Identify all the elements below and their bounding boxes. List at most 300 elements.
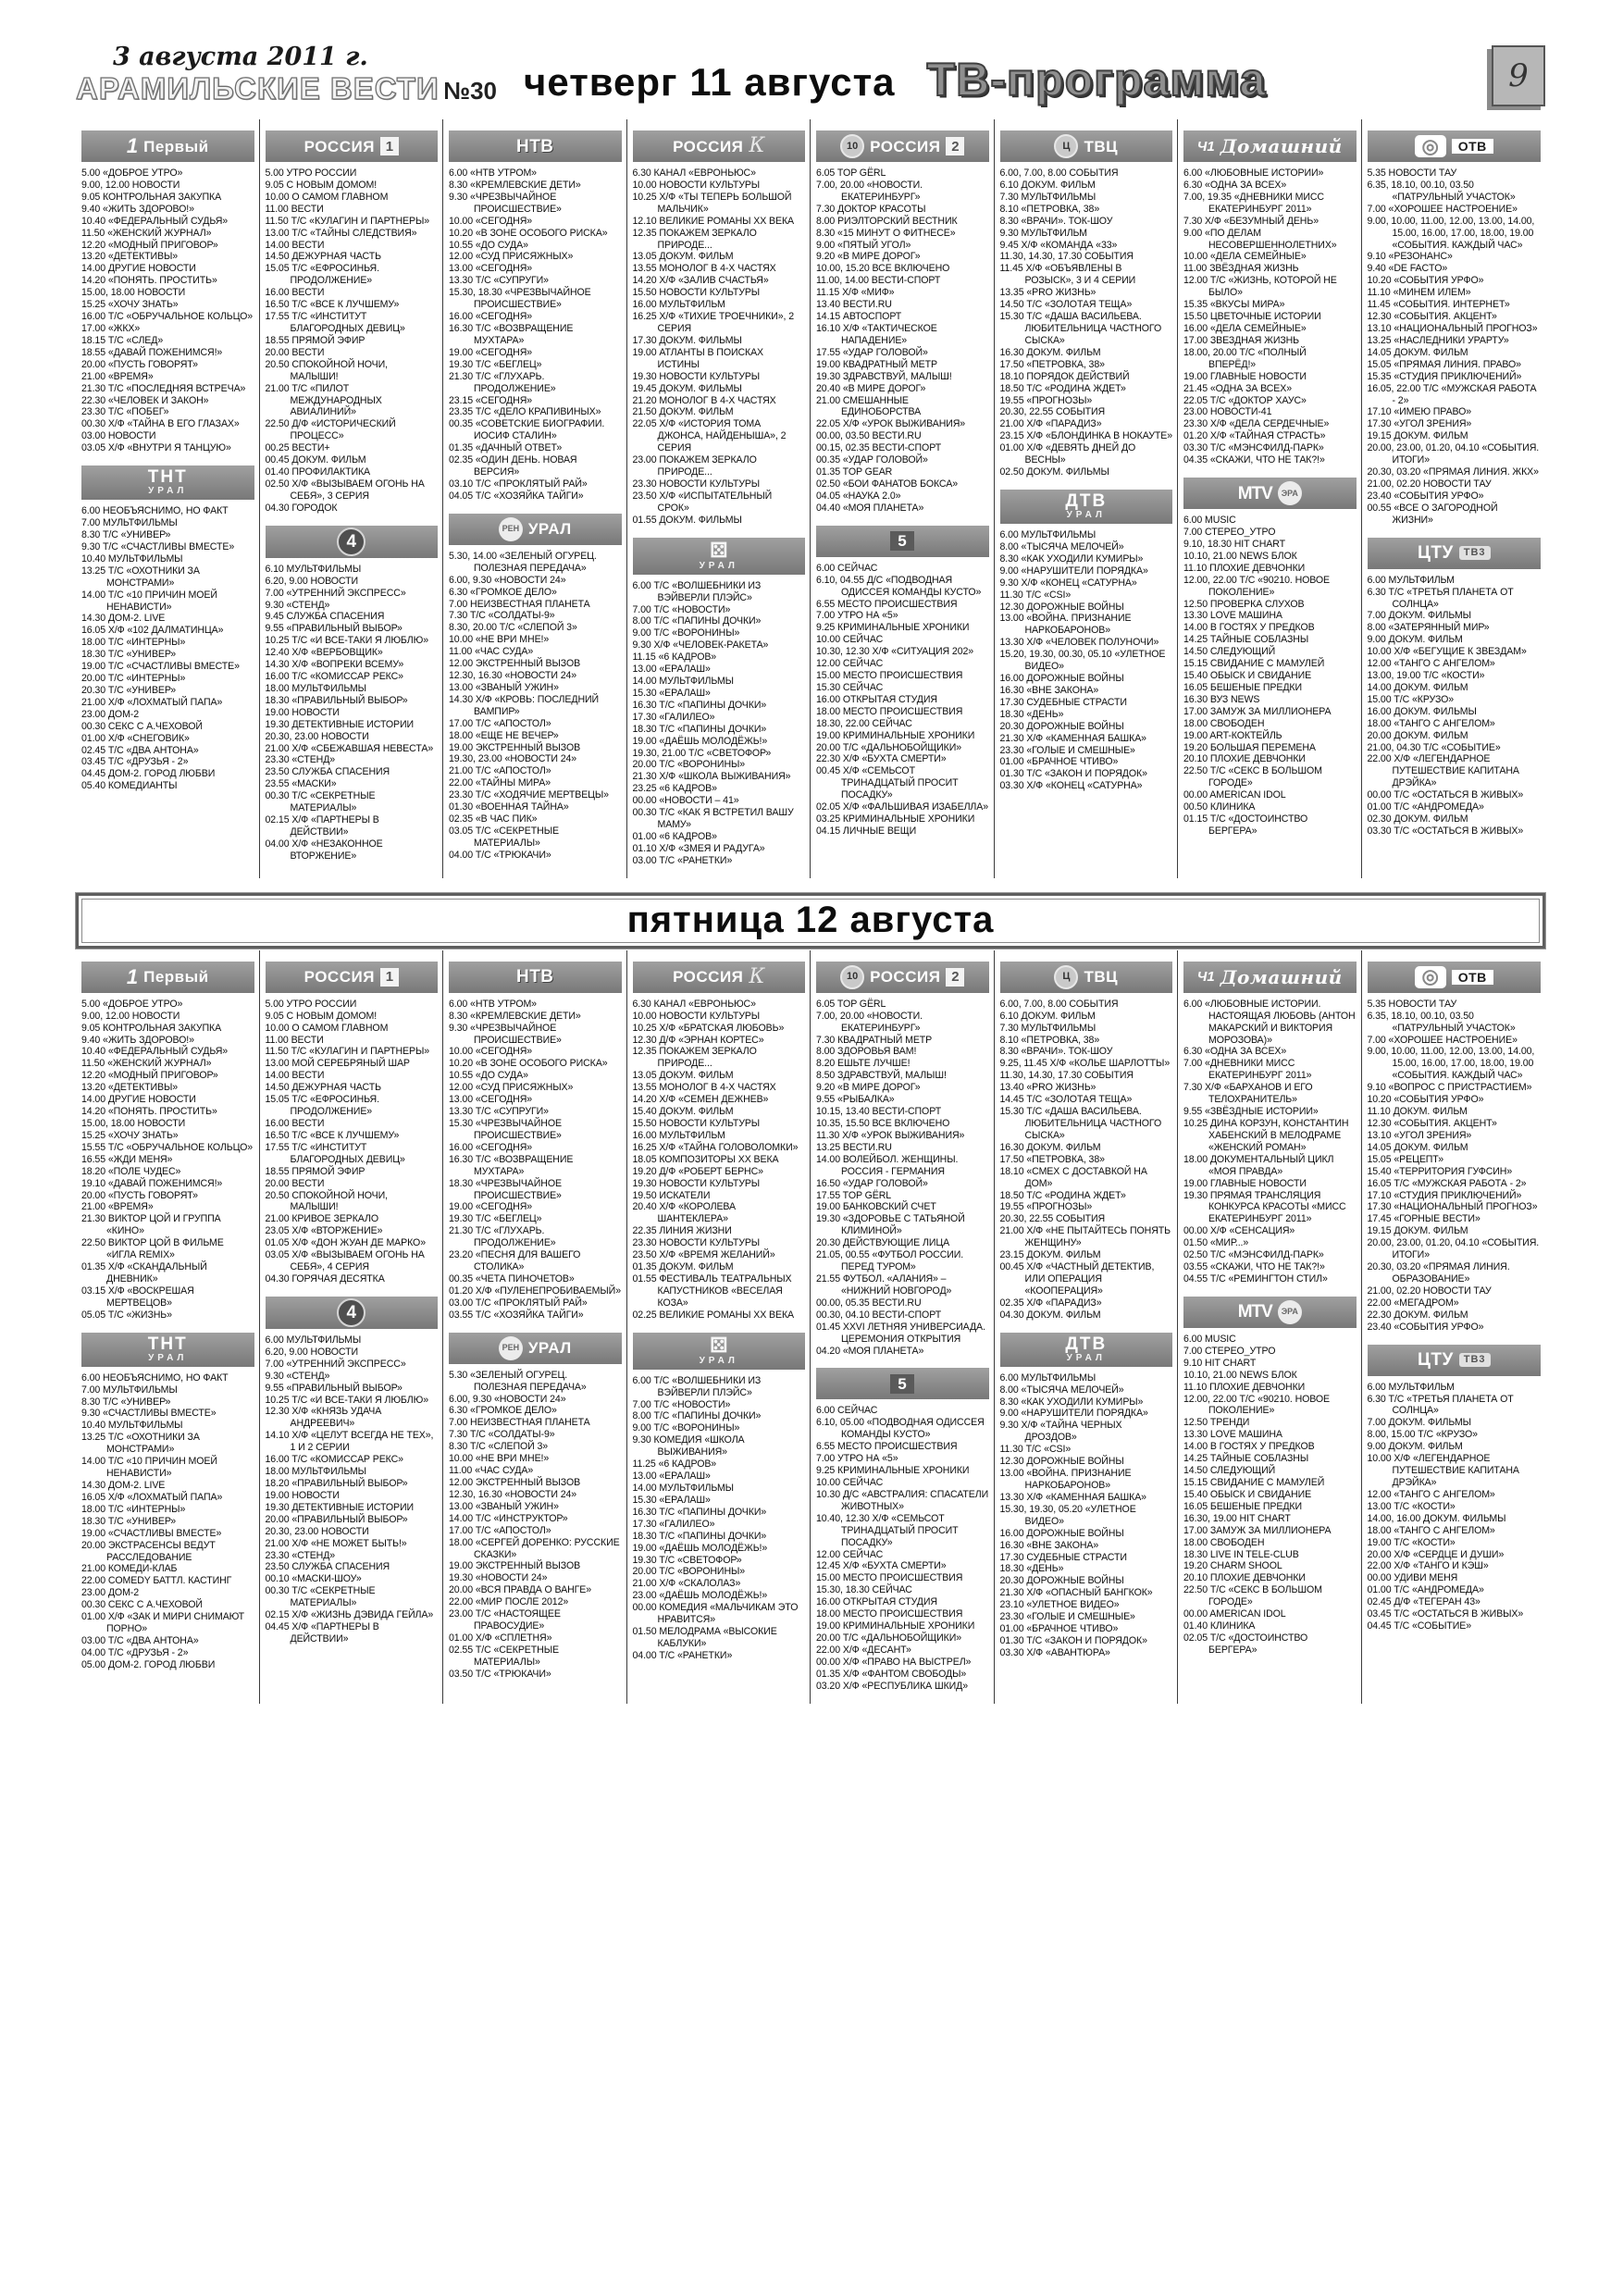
otv-logo-icon: ◎ xyxy=(1415,135,1446,157)
channel-header-sts-ural xyxy=(633,538,806,575)
rossiya-1-logo-icon: 1 xyxy=(380,968,399,987)
channel-name-label: ДТВ xyxy=(1065,1334,1108,1354)
program-line: 14.50 СЛЕДУЮЩИЙ xyxy=(1183,1465,1276,1477)
program-line: 21.30 Т/С «ГЛУХАРЬ. ПРОДОЛЖЕНИЕ» xyxy=(449,1225,556,1249)
program-line: 21.00 Т/С «ПИЛОТ МЕЖДУНАРОДНЫХ АВИАЛИНИЙ» xyxy=(265,382,382,418)
program-line: 16.00 «СЕГОДНЯ» xyxy=(449,1141,533,1153)
program-line: 11.30 Х/Ф «УРОК ВЫЖИВАНИЯ» xyxy=(816,1129,965,1141)
program-line: 14.30 Х/Ф «ВОПРЕКИ ВСЕМУ» xyxy=(265,659,404,671)
channel-header-row xyxy=(1054,134,1118,158)
program-line: 19.00 АТЛАНТЫ В ПОИСКАХ ИСТИНЫ xyxy=(632,346,764,370)
program-line: 20.30, 03.20 «ПРЯМАЯ ЛИНИЯ. ЖКХ» xyxy=(1367,466,1539,478)
channel-header-row xyxy=(148,1335,188,1353)
program-line: 16.10 Х/Ф «ТАКТИЧЕСКОЕ НАПАДЕНИЕ» xyxy=(816,322,937,346)
program-line: 20.10 ПЛОХИЕ ДЕВЧОНКИ xyxy=(1183,1572,1306,1584)
program-line: 13.20 «ДЕТЕКТИВЫ» xyxy=(81,1082,179,1094)
program-line: 15.30 «ЕРАЛАШ» xyxy=(632,1494,711,1506)
program-line: 00.30 Т/С «СЕКРЕТНЫЕ МАТЕРИАЛЫ» xyxy=(265,1585,376,1609)
program-line: 11.00, 14.00 ВЕСТИ-СПОРТ xyxy=(816,275,941,287)
program-line: 9.20 «В МИРЕ ДОРОГ» xyxy=(816,251,921,263)
program-line: 23.10 «УЛЕТНОЕ ВИДЕО» xyxy=(999,1599,1120,1611)
program-line: 23.30 Х/Ф «ДЕЛА СЕРДЕЧНЫЕ» xyxy=(1183,418,1330,430)
program-line: 8.00, 15.00 Т/С «КРУЗО» xyxy=(1367,1429,1478,1441)
program-line: 15.30 Т/С «ДАША ВАСИЛЬЕВА. ЛЮБИТЕЛЬНИЦА ЧАСТНОГО СЫСКА» xyxy=(999,311,1162,346)
program-line: 6.00 «НТВ УТРОМ» xyxy=(449,998,537,1010)
program-line: 02.50 ДОКУМ. ФИЛЬМЫ xyxy=(999,466,1109,478)
program-line: 11.50 «ЖЕНСКИЙ ЖУРНАЛ» xyxy=(81,227,212,239)
program-line: 9.30 «ЧРЕЗВЫЧАЙНОЕ ПРОИСШЕСТВИЕ» xyxy=(449,191,562,215)
program-line: 00.35 «СОВЕТСКИЕ БИОГРАФИИ. ИОСИФ СТАЛИН» xyxy=(449,418,605,442)
program-line: 04.00 Т/С «ДРУЗЬЯ - 2» xyxy=(81,1646,189,1658)
program-line: 21.20 МОНОЛОГ В 4-Х ЧАСТЯХ xyxy=(632,394,776,406)
program-line: 16.00 ОТКРЫТАЯ СТУДИЯ xyxy=(816,693,937,705)
program-line: 10.40 МУЛЬТФИЛЬМЫ xyxy=(81,552,183,565)
program-line: 11.30, 14.30, 17.30 СОБЫТИЯ xyxy=(999,1070,1134,1082)
program-line: 16.30 «ВНЕ ЗАКОНА» xyxy=(999,684,1099,696)
program-line: 7.00 «УТРЕННИЙ ЭКСПРЕСС» xyxy=(265,1358,406,1370)
program-line: 19.00 КВАДРАТНЫЙ МЕТР xyxy=(816,358,937,370)
channel-name-label: Домашний xyxy=(1220,135,1343,157)
program-line: 11.45 Х/Ф «ОБЪЯВЛЕНЫ В РОЗЫСК», 3 И 4 СЕРИИ xyxy=(999,263,1136,287)
program-line: 16.50 Т/С «ВСЕ К ЛУЧШЕМУ» xyxy=(265,299,400,311)
program-line: 9.10, 18.30 HIT CHART xyxy=(1183,538,1285,550)
otv-logo-icon: ◎ xyxy=(1415,966,1446,988)
program-line: 23.15 Х/Ф «БЛОНДИНКА В НОКАУТЕ» xyxy=(999,430,1172,442)
program-line: 10.20 «В ЗОНЕ ОСОБОГО РИСКА» xyxy=(449,1058,608,1070)
program-line: 20.00 Т/С «ИНТЕРНЫ» xyxy=(81,673,186,685)
pervyi-logo-icon: 1 xyxy=(126,134,139,157)
program-line: 16.00 ОТКРЫТАЯ СТУДИЯ xyxy=(816,1596,937,1608)
program-list-tv3 xyxy=(1368,574,1542,838)
program-line: 7.00 МУЛЬТФИЛЬМЫ xyxy=(81,1384,178,1396)
program-line: 13.40 «PRO ЖИЗНЬ» xyxy=(999,1082,1096,1094)
channel-name-label: ОТВ xyxy=(1452,139,1493,154)
program-line: 13.00, 19.00 Т/С «КОСТИ» xyxy=(1367,670,1485,682)
ren-ural-logo-icon: РЕН xyxy=(499,1336,523,1360)
program-line: 15.00 Т/С «КРУЗО» xyxy=(1367,693,1455,705)
program-line: 01.50 МЕЛОДРАМА «ВЫСОКИЕ КАБЛУКИ» xyxy=(632,1626,777,1649)
program-line: 5.00 «ДОБРОЕ УТРО» xyxy=(81,168,183,179)
program-line: 8.00 РИЭЛТОРСКИЙ ВЕСТНИК xyxy=(816,215,958,227)
program-line: 15.05 «ПРЯМАЯ ЛИНИЯ. ПРАВО» xyxy=(1367,358,1521,370)
program-line: 23.30 «ГОЛЫЕ И СМЕШНЫЕ» xyxy=(999,1611,1135,1623)
rossiya-k-logo-icon: К xyxy=(749,964,765,988)
program-line: 9.00 ДОКУМ. ФИЛЬМ xyxy=(1367,1441,1463,1453)
channel-header-row xyxy=(1418,544,1491,562)
program-line: 6.00 МУЛЬТФИЛЬМ xyxy=(1367,1381,1455,1393)
program-line: 13.25 ВЕСТИ.RU xyxy=(816,1141,892,1153)
program-line: 19.00 КРИМИНАЛЬНЫЕ ХРОНИКИ xyxy=(816,729,975,741)
program-list-4-kanal xyxy=(266,563,439,863)
program-line: 21.05, 00.55 «ФУТБОЛ РОССИИ. ПЕРЕД ТУРОМ» xyxy=(816,1249,964,1273)
program-line: 6.30 Т/С «ТРЕТЬЯ ПЛАНЕТА ОТ СОЛНЦА» xyxy=(1367,586,1514,610)
program-line: 20.00 «ПУСТЬ ГОВОРЯТ» xyxy=(81,1189,198,1201)
program-line: 23.50 Х/Ф «ИСПЫТАТЕЛЬНЫЙ СРОК» xyxy=(632,490,773,514)
program-line: 04.40 «МОЯ ПЛАНЕТА» xyxy=(816,502,924,514)
program-line: 12.00 ЭКСТРЕННЫЙ ВЫЗОВ xyxy=(449,658,581,670)
program-line: 00.55 «ВСЕ О ЗАГОРОДНОЙ ЖИЗНИ» xyxy=(1367,502,1498,526)
channel-header-row xyxy=(304,137,399,155)
program-line: 19.00 БАНКОВСКИЙ СЧЕТ xyxy=(816,1201,936,1213)
channel-header-tvc xyxy=(1000,130,1173,162)
program-line: 8.00 «ТЫСЯЧА МЕЛОЧЕЙ» xyxy=(999,540,1124,552)
program-line: 14.00 ВЕСТИ xyxy=(265,1070,325,1082)
program-line: 12.00 «СУД ПРИСЯЖНЫХ» xyxy=(449,1082,574,1094)
program-line: 16.05 Х/Ф «102 ДАЛМАТИНЦА» xyxy=(81,625,224,637)
channel-header-pervyi xyxy=(81,962,254,993)
program-line: 04.20 «МОЯ ПЛАНЕТА» xyxy=(816,1345,924,1357)
channel-header-dtv-ural xyxy=(1000,490,1173,524)
program-line: 6.30 КАНАЛ «ЕВРОНЬЮС» xyxy=(632,998,756,1010)
program-line: 12.10 ВЕЛИКИЕ РОМАНЫ ХХ ВЕКА xyxy=(632,215,795,227)
program-line: 9.00, 12.00 НОВОСТИ xyxy=(81,1010,180,1022)
program-line: 14.00 МУЛЬТФИЛЬМЫ xyxy=(632,1482,734,1494)
program-line: 15.35 «ВКУСЫ МИРА» xyxy=(1183,299,1285,311)
program-line: 16.30 ВУЗ NEWS xyxy=(1183,693,1260,705)
program-line: 17.55 Т/С «ИНСТИТУТ БЛАГОРОДНЫХ ДЕВИЦ» xyxy=(265,1141,405,1165)
program-line: 9.05 С НОВЫМ ДОМОМ! xyxy=(265,179,378,191)
program-line: 16.30 Т/С «ВОЗВРАЩЕНИЕ МУХТАРА» xyxy=(449,1153,574,1177)
program-line: 18.00 МЕСТО ПРОИСШЕСТВИЯ xyxy=(816,1608,963,1620)
program-line: 18.00 СВОБОДЕН xyxy=(1183,717,1265,729)
program-line: 23.30 НОВОСТИ КУЛЬТУРЫ xyxy=(632,1237,761,1249)
program-line: 13.00 «СЕГОДНЯ» xyxy=(449,263,533,275)
program-line: 20.30 ДОРОЖНЫЕ ВОЙНЫ xyxy=(999,720,1124,732)
program-line: 10.20 «В ЗОНЕ ОСОБОГО РИСКА» xyxy=(449,227,608,239)
program-line: 21.00 КРИВОЕ ЗЕРКАЛО xyxy=(265,1213,378,1225)
channel-header-4-kanal xyxy=(266,526,439,558)
program-line: 01.45 XXVI ЛЕТНЯЯ УНИВЕРСИАДА. ЦЕРЕМОНИЯ ОТКРЫТИЯ xyxy=(816,1321,985,1345)
program-line: 01.15 Т/С «ДОСТОИНСТВО БЕРГЕРА» xyxy=(1183,813,1308,838)
program-list-5-kanal xyxy=(816,562,989,838)
program-line: 18.00 «ТАНГО С АНГЕЛОМ» xyxy=(1367,1524,1495,1536)
program-line: 12.00 Т/С «ЖИЗНЬ, КОТОРОЙ НЕ БЫЛО» xyxy=(1183,275,1337,299)
program-line: 20.00 ВЕСТИ xyxy=(265,1177,325,1189)
program-line: 11.10 ПЛОХИЕ ДЕВЧОНКИ xyxy=(1183,562,1306,574)
program-line: 6.00 Т/С «ВОЛШЕБНИКИ ИЗ ВЭЙВЕРЛИ ПЛЭЙС» xyxy=(632,1374,762,1398)
program-line: 02.15 Х/Ф «ПАРТНЕРЫ В ДЕЙСТВИИ» xyxy=(265,814,379,838)
program-line: 00.30, 04.10 ВЕСТИ-СПОРТ xyxy=(816,1309,942,1321)
program-line: 00.00 КОМЕДИЯ «МАЛЬЧИКАМ ЭТО НРАВИТСЯ» xyxy=(632,1602,799,1626)
issue-number: №30 xyxy=(443,77,497,105)
program-line: 23.40 «СОБЫТИЯ УРФО» xyxy=(1367,490,1484,502)
program-list-tnt-ural xyxy=(81,1371,254,1671)
channel-name-label: 5 xyxy=(890,1374,914,1394)
program-line: 7.00 СТЕРЕО_УТРО xyxy=(1183,526,1276,538)
program-line: 13.00 «ЕРАЛАШ» xyxy=(632,664,711,676)
channel-header-row xyxy=(516,968,554,986)
program-line: 8.00 ЗДОРОВЬЯ ВАМ! xyxy=(816,1046,917,1058)
channel-header-row xyxy=(337,1298,365,1327)
channel-header-row xyxy=(1415,966,1493,988)
program-line: 23.00 ДОМ-2 xyxy=(81,708,140,720)
program-line: 14.00 ДРУГИЕ НОВОСТИ xyxy=(81,263,196,275)
program-line: 04.05 Т/С «ХОЗЯЙКА ТАЙГИ» xyxy=(449,490,584,502)
program-line: 23.30 «ГОЛЫЕ И СМЕШНЫЕ» xyxy=(999,744,1135,756)
program-line: 10.15, 13.40 ВЕСТИ-СПОРТ xyxy=(816,1106,942,1118)
program-line: 15.25 «ХОЧУ ЗНАТЬ» xyxy=(81,1129,179,1141)
program-line: 11.00 «ЧАС СУДА» xyxy=(449,1465,534,1477)
channel-name-sublabel: УРАЛ xyxy=(1066,509,1106,520)
program-line: 22.00 «МИР ПОСЛЕ 2012» xyxy=(449,1596,569,1608)
program-line: 23.05 Х/Ф «ВТОРЖЕНИЕ» xyxy=(265,1225,383,1237)
program-line: 16.00 Т/С «ОБРУЧАЛЬНОЕ КОЛЬЦО» xyxy=(81,311,254,323)
program-line: 6.35, 18.10, 00.10, 03.50 «ПАТРУЛЬНЫЙ УЧАСТОК» xyxy=(1367,179,1516,203)
program-line: 20.00 «ПРАВИЛЬНЫЙ ВЫБОР» xyxy=(265,1513,408,1525)
program-line: 21.30 Т/С «ГЛУХАРЬ. ПРОДОЛЖЕНИЕ» xyxy=(449,370,556,394)
program-line: 19.00 «ДАЁШЬ МОЛОДЁЖЬ!» xyxy=(632,1542,768,1554)
program-line: 15.00 МЕСТО ПРОИСШЕСТВИЯ xyxy=(816,670,963,682)
program-line: 19.15 ДОКУМ. ФИЛЬМ xyxy=(1367,430,1468,442)
program-line: 14.25 ТАЙНЫЕ СОБЛАЗНЫ xyxy=(1183,1453,1309,1465)
program-line: 9.30 Х/Ф «ЧЕЛОВЕК-РАКЕТА» xyxy=(632,639,769,652)
program-list-mtv xyxy=(1183,514,1357,838)
program-line: 03.00 Т/С «ПРОКЛЯТЫЙ РАЙ» xyxy=(449,1297,588,1309)
program-line: 13.30 Т/С «СУПРУГИ» xyxy=(449,1106,549,1118)
program-line: 00.00 Т/С «ОСТАТЬСЯ В ЖИВЫХ» xyxy=(1367,789,1524,801)
program-line: 12.30, 16.30 «НОВОСТИ 24» xyxy=(449,1488,577,1500)
program-line: 12.00 «ТАНГО С АНГЕЛОМ» xyxy=(1367,1488,1495,1500)
channel-header-row xyxy=(516,138,554,155)
program-line: 16.30, 19.00 HIT CHART xyxy=(1183,1512,1291,1524)
program-line: 16.00 ДОРОЖНЫЕ ВОЙНЫ xyxy=(999,673,1124,685)
program-line: 19.30 ПРЯМАЯ ТРАНСЛЯЦИЯ КОНКУРСА КРАСОТЫ «МИСС ЕКАТЕРИНБУРГ 2011» xyxy=(1183,1189,1346,1225)
program-line: 15.55 Т/С «ОБРУЧАЛЬНОЕ КОЛЬЦО» xyxy=(81,1141,254,1153)
program-line: 14.00, 16.00 ДОКУМ. ФИЛЬМЫ xyxy=(1367,1512,1506,1524)
program-line: 19.00 НОВОСТИ xyxy=(265,1489,340,1501)
program-line: 13.00 МОЙ СЕРЕБРЯНЫЙ ШАР xyxy=(265,1058,410,1070)
program-line: 02.55 Т/С «СЕКРЕТНЫЕ МАТЕРИАЛЫ» xyxy=(449,1644,559,1668)
tv3-logo-icon: ТВ3 xyxy=(1459,546,1491,560)
channel-header-rossiya-k xyxy=(633,962,806,993)
program-line: 16.00 ВЕСТИ xyxy=(265,287,325,299)
program-line: 7.00 НЕИЗВЕСТНАЯ ПЛАНЕТА xyxy=(449,1417,590,1429)
program-line: 9.25 КРИМИНАЛЬНЫЕ ХРОНИКИ xyxy=(816,1465,970,1477)
program-line: 17.00 Т/С «АПОСТОЛ» xyxy=(449,1524,551,1536)
program-line: 02.45 Т/С «ДВА АНТОНА» xyxy=(81,744,199,756)
section-title: ТВ-программа xyxy=(926,54,1267,105)
program-list-pervyi xyxy=(81,167,254,454)
program-line: 11.50 «ЖЕНСКИЙ ЖУРНАЛ» xyxy=(81,1058,212,1070)
program-line: 9.45 Х/Ф «КОМАНДА «33» xyxy=(999,239,1118,251)
program-line: 00.00 Х/Ф «ПРАВО НА ВЫСТРЕЛ» xyxy=(816,1656,972,1668)
program-line: 14.00 ВЕСТИ xyxy=(265,239,325,251)
thursday-title: четверг 11 августа xyxy=(524,60,896,104)
pervyi-logo-icon: 1 xyxy=(126,964,139,988)
program-line: 14.10 Х/Ф «ЦЕЛУТ ВСЕГДА НЕ ТЕХ», 1 И 2 СЕРИИ xyxy=(265,1430,434,1454)
program-line: 21.00 Х/Ф «ПАРАДИЗ» xyxy=(999,418,1102,430)
program-line: 6.00 СЕЙЧАС xyxy=(816,562,878,574)
program-line: 11.25 «6 КАДРОВ» xyxy=(632,1458,717,1471)
program-line: 20.00, 23.00, 01.20, 04.10 «СОБЫТИЯ. ИТОГИ» xyxy=(1367,1237,1540,1261)
program-line: 6.10 МУЛЬТФИЛЬМЫ xyxy=(265,563,362,575)
program-line: 16.25 Х/Ф «ТИХИЕ ТРОЕЧНИКИ», 2 СЕРИЯ xyxy=(632,311,795,334)
program-line: 16.55 «ЖДИ МЕНЯ» xyxy=(81,1153,173,1165)
program-line: 16.05 Х/Ф «ЛОХМАТЫЙ ПАПА» xyxy=(81,1491,223,1503)
program-line: 18.00 ДОКУМЕНТАЛЬНЫЙ ЦИКЛ «МОЯ ПРАВДА» xyxy=(1183,1153,1334,1177)
program-line: 18.00 МУЛЬТФИЛЬМЫ xyxy=(265,682,366,694)
rossiya-2-logo-icon: 2 xyxy=(946,137,964,155)
program-line: 05.00 ДОМ-2. ГОРОД ЛЮБВИ xyxy=(81,1658,216,1670)
program-line: 04.30 ДОКУМ. ФИЛЬМ xyxy=(999,1309,1101,1321)
program-line: 6.30 «ГРОМКОЕ ДЕЛО» xyxy=(449,1405,557,1417)
program-line: 14.00 В ГОСТЯХ У ПРЕДКОВ xyxy=(1183,622,1315,634)
program-line: 23.25 «6 КАДРОВ» xyxy=(632,783,717,795)
program-line: 16.00 «ДЕЛА СЕМЕЙНЫЕ» xyxy=(1183,322,1307,334)
program-line: 18.55 ПРЯМОЙ ЭФИР xyxy=(265,334,365,346)
program-line: 8.30 «ВРАЧИ». ТОК-ШОУ xyxy=(999,1046,1113,1058)
program-line: 05.05 Т/С «ЖИЗНЬ» xyxy=(81,1309,172,1321)
program-line: 7.30 МУЛЬТФИЛЬМЫ xyxy=(999,191,1096,203)
program-line: 14.50 ДЕЖУРНАЯ ЧАСТЬ xyxy=(265,1082,381,1094)
channel-name-label: Первый xyxy=(143,968,209,987)
page-number: 9 xyxy=(1508,57,1529,94)
program-line: 7.00 ДОКУМ. ФИЛЬМЫ xyxy=(1367,1417,1471,1429)
program-line: 14.45 Т/С «ЗОЛОТАЯ ТЕЩА» xyxy=(999,1094,1133,1106)
channel-header-domashniy xyxy=(1183,962,1357,993)
program-line: 16.30 ДОКУМ. ФИЛЬМ xyxy=(999,346,1101,358)
day-column xyxy=(811,119,995,878)
day-column xyxy=(811,950,995,1704)
channel-name-label: РОССИЯ xyxy=(304,137,375,155)
program-line: 12.20 «МОДНЫЙ ПРИГОВОР» xyxy=(81,1070,218,1082)
program-line: 15.00, 18.00 НОВОСТИ xyxy=(81,287,186,299)
program-line: 00.30 СЕКС С А.ЧЕХОВОЙ xyxy=(81,1599,203,1611)
mtv-logo-icon: ЭРА xyxy=(1278,1300,1302,1324)
channel-name-sublabel: УРАЛ xyxy=(148,1352,188,1363)
program-line: 7.30 Х/Ф «БЕЗУМНЫЙ ДЕНЬ» xyxy=(1183,215,1319,227)
program-line: 01.35 «ДАЧНЫЙ ОТВЕТ» xyxy=(449,442,563,454)
program-line: 6.05 TOP GЁRL xyxy=(816,998,886,1010)
program-line: 22.50 Д/Ф «ИСТОРИЧЕСКИЙ ПРОЦЕСС» xyxy=(265,418,396,442)
program-line: 01.30 Т/С «ЗАКОН И ПОРЯДОК» xyxy=(999,768,1147,780)
program-line: 6.00, 7.00, 8.00 СОБЫТИЯ xyxy=(999,168,1119,179)
program-line: 6.10 ДОКУМ. ФИЛЬМ xyxy=(999,179,1096,191)
program-line: 19.00 «ДАЁШЬ МОЛОДЁЖЬ!» xyxy=(632,735,768,747)
program-line: 19.00 ART-КОКТЕЙЛЬ xyxy=(1183,729,1282,741)
channel-header-rossiya-1 xyxy=(266,962,439,993)
program-line: 9.30 КОМЕДИЯ «ШКОЛА ВЫЖИВАНИЯ» xyxy=(632,1434,745,1458)
program-line: 23.00 ДОМ-2 xyxy=(81,1587,140,1599)
program-line: 01.00 Х/Ф «СПЛЕТНЯ» xyxy=(449,1632,552,1644)
program-line: 00.00 AMERICAN IDOL xyxy=(1183,1608,1286,1620)
program-line: 00.00 «НОВОСТИ – 41» xyxy=(632,795,739,807)
program-line: 9.25, 11.45 Х/Ф «КОЛЬЕ ШАРЛОТТЫ» xyxy=(999,1058,1171,1070)
program-line: 6.30 «ОДНА ЗА ВСЕХ» xyxy=(1183,179,1287,191)
program-line: 14.00 МУЛЬТФИЛЬМЫ xyxy=(632,676,734,688)
program-line: 8.10 «ПЕТРОВКА, 38» xyxy=(999,1034,1100,1046)
program-line: 8.00 Т/С «ПАПИНЫ ДОЧКИ» xyxy=(632,615,762,627)
program-line: 10.55 «ДО СУДА» xyxy=(449,1070,528,1082)
rossiya-2-logo-icon: 10 xyxy=(840,134,864,158)
program-line: 11.30 Т/С «CSI» xyxy=(999,589,1072,601)
program-line: 9.00 «ПЯТЫЙ УГОЛ» xyxy=(816,239,911,251)
channel-header-domashniy xyxy=(1183,130,1357,162)
program-line: 01.10 Х/Ф «ЗМЕЯ И РАДУГА» xyxy=(632,842,765,854)
program-line: 7.00 «ДНЕВНИКИ МИСС ЕКАТЕРИНБУРГ 2011» xyxy=(1183,1058,1312,1082)
program-line: 6.05 TOP GЁRL xyxy=(816,168,886,179)
program-line: 01.00 Х/Ф «ЗАК И МИРИ СНИМАЮТ ПОРНО» xyxy=(81,1611,245,1635)
channel-name-label: РОССИЯ xyxy=(304,968,375,987)
channel-name-label: РОССИЯ xyxy=(870,137,941,155)
program-line: 00.15, 02.35 ВЕСТИ-СПОРТ xyxy=(816,442,942,454)
program-line: 15.20, 19.30, 00.30, 05.10 «УЛЕТНОЕ ВИДЕО» xyxy=(999,649,1166,673)
program-line: 18.00 «ЕЩЕ НЕ ВЕЧЕР» xyxy=(449,729,559,741)
program-line: 9.00, 10.00, 11.00, 12.00, 13.00, 14.00, 15.00, 16.00, 17.00, 18.00, 19.00 «СОБЫТИЯ. КАЖДЫЙ ЧАС» xyxy=(1367,1046,1535,1082)
thursday-grid xyxy=(76,119,1545,878)
program-line: 9.00 Т/С «ВОРОНИНЫ» xyxy=(632,1422,740,1434)
program-line: 19.30 ДЕТЕКТИВНЫЕ ИСТОРИИ xyxy=(265,1501,415,1513)
program-line: 19.30 ДЕТЕКТИВНЫЕ ИСТОРИИ xyxy=(265,718,415,730)
program-line: 12.30 «СОБЫТИЯ. АКЦЕНТ» xyxy=(1367,1118,1497,1129)
day-column xyxy=(1362,950,1546,1704)
channel-header-row xyxy=(304,968,399,987)
channel-name-label: ТНТ xyxy=(147,467,188,488)
program-line: 18.30 Т/С «УНИВЕР» xyxy=(81,1515,177,1527)
program-line: 16.30 Т/С «ПАПИНЫ ДОЧКИ» xyxy=(632,699,767,711)
program-line: 02.25 ВЕЛИКИЕ РОМАНЫ ХХ ВЕКА xyxy=(632,1309,795,1321)
program-line: 14.20 Х/Ф «ЗАЛИВ СЧАСТЬЯ» xyxy=(632,275,769,287)
program-line: 13.00 «ВОЙНА. ПРИЗНАНИЕ НАРКОБАРОНОВ» xyxy=(999,613,1132,637)
program-line: 9.30 Х/Ф «ТАЙНА ЧЕРНЫХ ДРОЗДОВ» xyxy=(999,1420,1122,1444)
program-line: 9.30 «СТЕНД» xyxy=(265,599,330,611)
program-line: 18.00 МЕСТО ПРОИСШЕСТВИЯ xyxy=(816,705,963,717)
channel-header-row xyxy=(126,964,209,988)
program-line: 10.00 «СЕГОДНЯ» xyxy=(449,215,533,227)
channel-header-5-kanal xyxy=(816,1368,989,1399)
program-line: 9.20 «В МИРЕ ДОРОГ» xyxy=(816,1082,921,1094)
program-line: 00.00, 05.35 ВЕСТИ.RU xyxy=(816,1297,922,1309)
channel-header-otv xyxy=(1368,130,1542,162)
program-line: 16.00 ВЕСТИ xyxy=(265,1118,325,1129)
program-line: 10.20 «СОБЫТИЯ УРФО» xyxy=(1367,1094,1484,1106)
program-line: 18.30, 22.00 СЕЙЧАС xyxy=(816,717,912,729)
program-line: 03.55 «СКАЖИ, ЧТО НЕ ТАК?!» xyxy=(1183,1261,1325,1273)
program-line: 10.00 «НЕ ВРИ МНЕ!» xyxy=(449,1453,550,1465)
program-line: 04.30 ГОРЯЧАЯ ДЕСЯТКА xyxy=(265,1272,385,1285)
program-line: 14.05 ДОКУМ. ФИЛЬМ xyxy=(1367,1141,1468,1153)
program-line: 12.00 «СУД ПРИСЯЖНЫХ» xyxy=(449,251,574,263)
program-line: 03.30 Х/Ф «КОНЕЦ «САТУРНА» xyxy=(999,780,1143,792)
program-line: 04.15 ЛИЧНЫЕ ВЕЩИ xyxy=(816,825,917,838)
program-line: 8.30 «КАК УХОДИЛИ КУМИРЫ» xyxy=(999,552,1144,565)
day-column xyxy=(76,119,260,878)
program-line: 19.30, 23.00 «НОВОСТИ 24» xyxy=(449,753,577,765)
program-line: 15.50 ЦВЕТОЧНЫЕ ИСТОРИИ xyxy=(1183,311,1321,323)
program-line: 01.00 Т/С «АНДРОМЕДА» xyxy=(1367,801,1484,813)
program-line: 22.05 Х/Ф «УРОК ВЫЖИВАНИЯ» xyxy=(816,418,966,430)
program-line: 00.35 «ЧЕТА ПИНОЧЕТОВ» xyxy=(449,1272,575,1285)
program-line: 03.05 Х/Ф «ВНУТРИ Я ТАНЦУЮ» xyxy=(81,442,231,454)
newspaper-title: АРАМИЛЬСКИЕ ВЕСТИ xyxy=(76,71,440,105)
program-line: 11.45 «СОБЫТИЯ. ИНТЕРНЕТ» xyxy=(1367,299,1510,311)
program-line: 5.30 «ЗЕЛЕНЫЙ ОГУРЕЦ. ПОЛЕЗНАЯ ПЕРЕДАЧА» xyxy=(449,1369,587,1393)
program-line: 19.00 ГЛАВНЫЕ НОВОСТИ xyxy=(1183,1177,1307,1189)
program-line: 15.30 СЕЙЧАС xyxy=(816,681,884,693)
day-column xyxy=(995,950,1179,1704)
program-line: 9.55 «ПРАВИЛЬНЫЙ ВЫБОР» xyxy=(265,623,403,635)
channel-header-row xyxy=(499,517,572,541)
domashniy-logo-icon: Ч1 xyxy=(1196,138,1215,155)
program-line: 23.15 «СЕГОДНЯ» xyxy=(449,394,533,406)
channel-header-row xyxy=(1197,137,1343,155)
issue-date: 3 августа 2011 г. xyxy=(113,43,368,71)
program-line: 21.55 ФУТБОЛ. «АЛАНИЯ» – «НИЖНИЙ НОВГОРОД» xyxy=(816,1272,952,1297)
program-line: 9.25 КРИМИНАЛЬНЫЕ ХРОНИКИ xyxy=(816,622,970,634)
program-line: 5.00 «ДОБРОЕ УТРО» xyxy=(81,998,183,1010)
program-list-ren-ural xyxy=(449,550,622,862)
program-line: 16.00 МУЛЬТФИЛЬМ xyxy=(632,299,725,311)
